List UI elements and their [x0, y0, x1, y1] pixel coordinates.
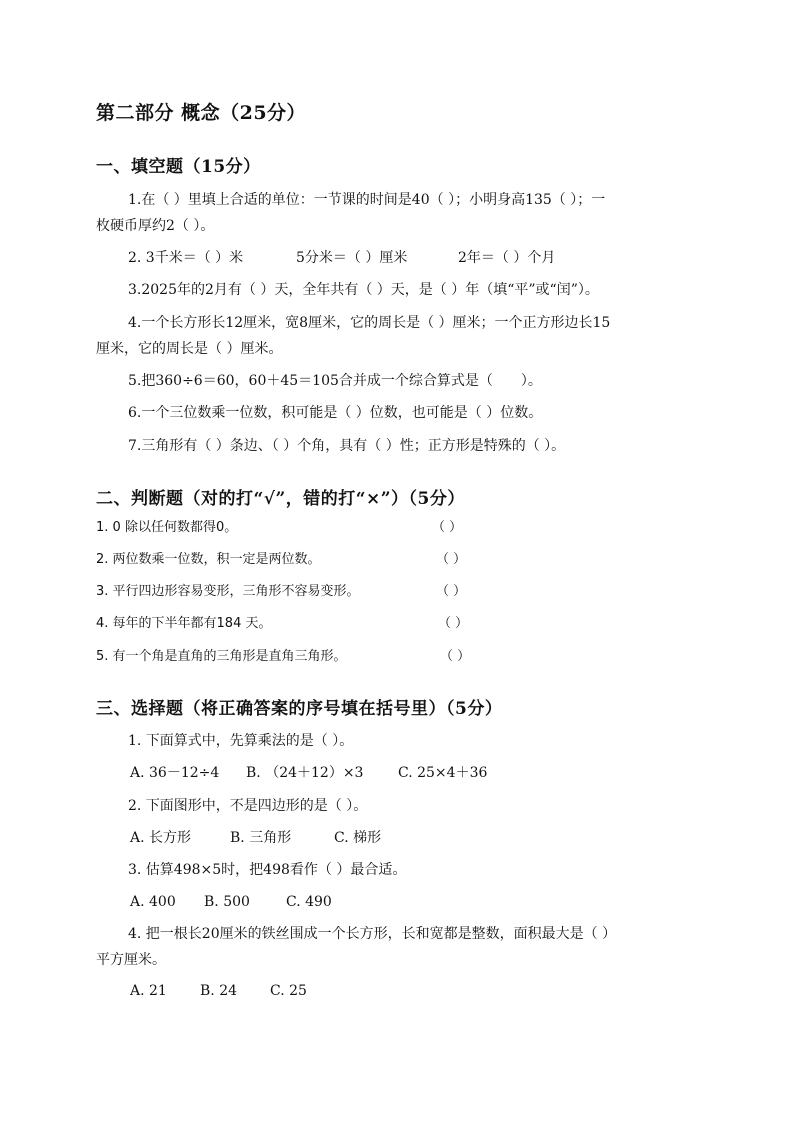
- s3-q2-option-b: B. 三角形: [230, 830, 292, 846]
- s1-q4-line1: 4.一个长方形长12厘米，宽8厘米，它的周长是（ ）厘米；一个正方形边长15: [128, 315, 611, 331]
- s3-q4-option-b: B. 24: [200, 983, 238, 999]
- s1-q2-c: 2年＝（ ）个月: [458, 250, 556, 266]
- s1-q1-line2: 枚硬币厚约2（ ）。: [96, 218, 215, 234]
- section3-title: 三、选择题（将正确答案的序号填在括号里）（5分）: [96, 699, 503, 719]
- s3-q1-option-a: A. 36－12÷4: [130, 765, 220, 781]
- s3-q3-option-c: C. 490: [286, 894, 332, 910]
- judge-answer-2: （ ）: [436, 552, 467, 567]
- judge-answer-1: （ ）: [432, 520, 463, 535]
- s3-q4-line1: 4. 把一根长20厘米的铁丝围成一个长方形，长和宽都是整数，面积最大是（ ）: [128, 926, 617, 942]
- judge-item-5: 5. 有一个角是直角的三角形是直角三角形。: [96, 649, 347, 664]
- s1-q7: 7.三角形有（ ）条边、（ ）个角，具有（ ）性；正方形是特殊的（ ）。: [128, 438, 566, 454]
- s3-q4-option-c: C. 25: [270, 983, 307, 999]
- judge-item-2: 2. 两位数乘一位数，积一定是两位数。: [96, 552, 321, 567]
- s1-q1-line1: 1.在（ ）里填上合适的单位：一节课的时间是40（ ）；小明身高135（ ）；一: [128, 192, 606, 208]
- s3-q1-option-c: C. 25×4＋36: [398, 765, 488, 781]
- judge-item-4: 4. 每年的下半年都有184 天。: [96, 616, 272, 631]
- judge-item-3: 3. 平行四边形容易变形，三角形不容易变形。: [96, 584, 360, 599]
- judge-answer-4: （ ）: [438, 616, 469, 631]
- s3-q3-option-a: A. 400: [130, 894, 176, 910]
- s3-q4-line2: 平方厘米。: [96, 952, 166, 968]
- s1-q4-line2: 厘米，它的周长是（ ）厘米。: [96, 341, 283, 357]
- s3-q3-option-b: B. 500: [204, 894, 250, 910]
- s3-q4-option-a: A. 21: [130, 983, 167, 999]
- s1-q5: 5.把360÷6＝60，60＋45＝105合并成一个综合算式是（ ）。: [128, 373, 542, 389]
- s1-q3: 3.2025年的2月有（ ）天，全年共有（ ）天，是（ ）年（填“平”或“闰”）。: [128, 282, 599, 298]
- judge-answer-3: （ ）: [436, 584, 467, 599]
- s3-q2: 2. 下面图形中，不是四边形的是（ ）。: [128, 798, 368, 814]
- section2-title: 二、判断题（对的打“√”，错的打“×”）（5分）: [96, 489, 465, 509]
- section1-title: 一、填空题（15分）: [96, 157, 261, 177]
- s3-q2-option-a: A. 长方形: [130, 830, 192, 846]
- s3-q3: 3. 估算498×5时，把498看作（ ）最合适。: [128, 862, 407, 878]
- s3-q1: 1. 下面算式中，先算乘法的是（ ）。: [128, 733, 354, 749]
- s1-q2-a: 2. 3千米＝（ ）米: [128, 250, 244, 266]
- judge-item-1: 1. 0 除以任何数都得0。: [96, 520, 238, 535]
- s1-q6: 6.一个三位数乘一位数，积可能是（ ）位数，也可能是（ ）位数。: [128, 405, 543, 421]
- judge-answer-5: （ ）: [440, 649, 471, 664]
- s3-q1-option-b: B. （24＋12）×3: [246, 765, 364, 781]
- part-title: 第二部分 概念（25分）: [96, 102, 307, 124]
- s3-q2-option-c: C. 梯形: [334, 830, 382, 846]
- s1-q2-b: 5分米＝（ ）厘米: [296, 250, 408, 266]
